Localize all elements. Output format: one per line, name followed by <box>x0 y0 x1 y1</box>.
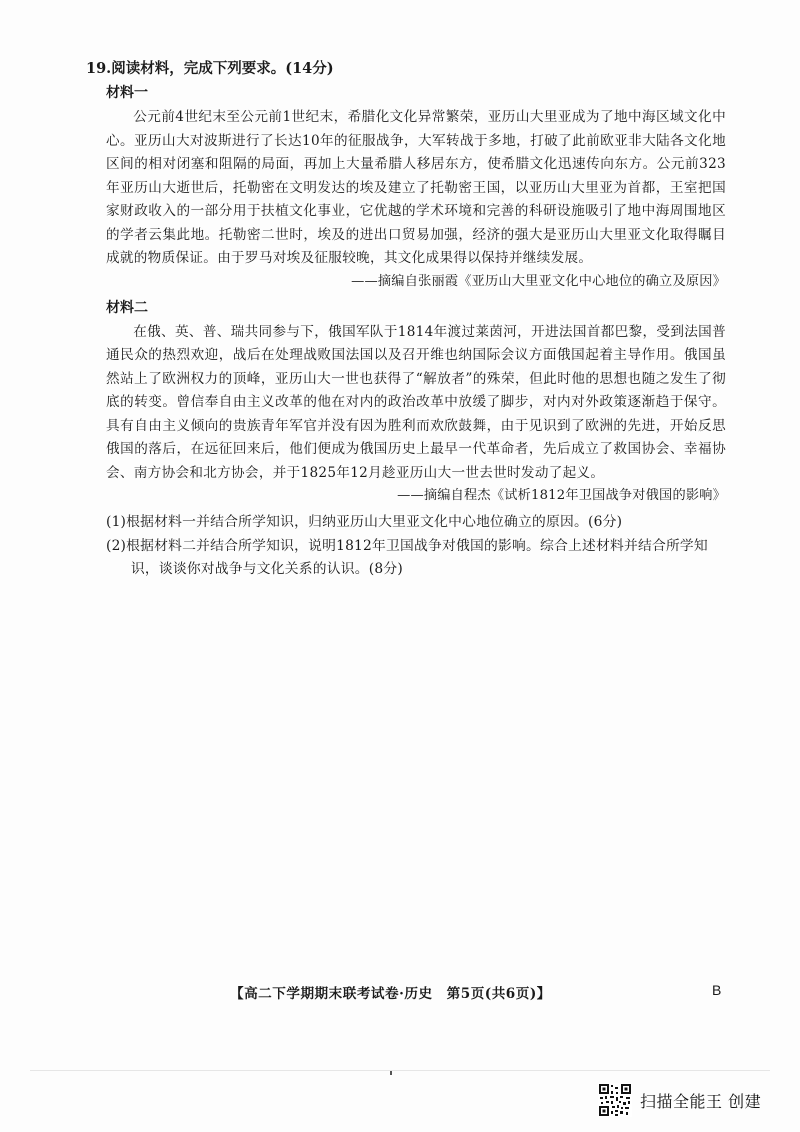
material-1-label: 材料一 <box>106 85 148 101</box>
material-2-text: 在俄、英、普、瑞共同参与下，俄国军队于1814年渡过莱茵河，开进法国首都巴黎，受到法国普通民众的热烈欢迎，战后在处理战败国法国以及召开维也纳国际会议方面俄国起着主导作用。俄国虽然站上了欧洲权力的顶峰，亚历山大一世也获得了“解放者”的殊荣，但此时他的思想也随之发生了彻底的转变。曾信奉自由主义改革的他在对内的政治改革中放缓了脚步，对内对外政策逐渐趋于保守。具有自由主义倾向的贵族青年军官并没有因为胜利而欢欣鼓舞，由于见识到了欧洲的先进，开始反思俄国的落后，在远征回来后，他们便成为俄国历史上最早一代革命者，先后成立了救国协会、幸福协会、南方协会和北方协会，并于1825年12月趁亚历山大一世去世时发动了起义。 <box>106 323 726 481</box>
footer-text: 【高二下学期期末联考试卷·历史 第5页(共6页)】 <box>230 986 551 1002</box>
scan-mark <box>390 1071 392 1075</box>
material-2-label: 材料二 <box>106 299 148 316</box>
material-2-source: ——摘编自程杰《试析1812年卫国战争对俄国的影响》 <box>397 488 726 503</box>
scan-edge-line <box>30 1070 770 1071</box>
paper-version: B <box>712 982 722 998</box>
question-block <box>86 58 726 582</box>
scanner-watermark <box>598 1083 761 1117</box>
material-1-source: ——摘编自张丽霞《亚历山大里亚文化中心地位的确立及原因》 <box>351 273 726 289</box>
qr-code-icon <box>598 1083 632 1117</box>
task-2: (2)根据材料二并结合所学知识，说明1812年卫国战争对俄国的影响。综合上述材料并结合所学知识，谈谈你对战争与文化关系的认识。(8分) <box>106 537 708 577</box>
page-footer <box>0 982 800 1006</box>
question-title: 19.阅读材料，完成下列要求。(14分) <box>86 60 334 77</box>
material-1-text: 公元前4世纪末至公元前1世纪末，希腊化文化异常繁荣，亚历山大里亚成为了地中海区域文化中心。亚历山大对波斯进行了长达10年的征服战争，大军转战于多地，打破了此前欧亚非大陆各文化地区间的相对闭塞和阻隔的局面，再加上大量希腊人移居东方，使希腊文化迅速传向东方。公元前323年亚历山大逝世后，托勒密在文明发达的埃及建立了托勒密王国，以亚历山大里亚为首都，王室把国家财政收入的一部分用于扶植文化事业，它优越的学术环境和完善的科研设施吸引了地中海周围地区的学者云集此地。托勒密二世时，埃及的进出口贸易加强，经济的强大是亚历山大里亚文化取得瞩目成就的物质保证。由于罗马对埃及征服较晚，其文化成果得以保持并继续发展。 <box>106 109 726 266</box>
task-1: (1)根据材料一并结合所学知识，归纳亚历山大里亚文化中心地位确立的原因。(6分) <box>106 514 623 530</box>
watermark-text: 扫描全能王 创建 <box>640 1091 762 1111</box>
